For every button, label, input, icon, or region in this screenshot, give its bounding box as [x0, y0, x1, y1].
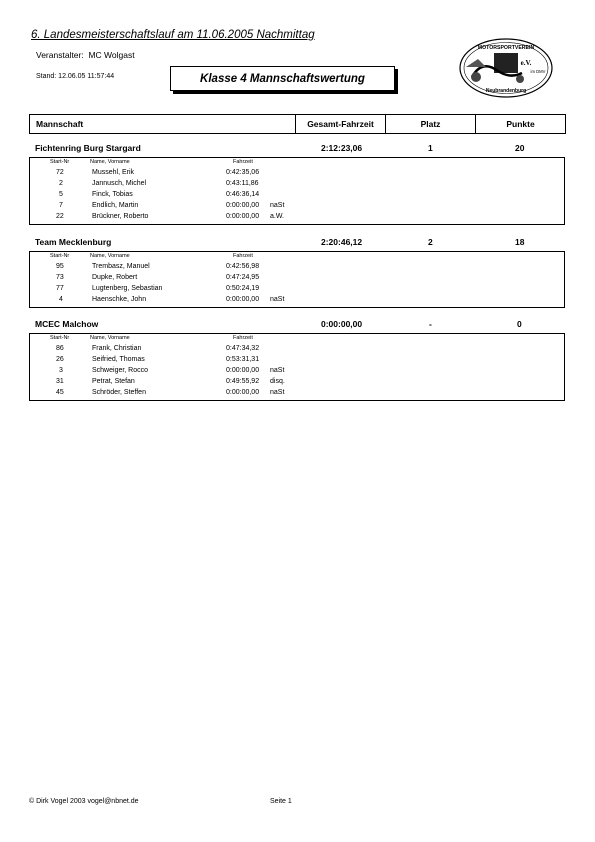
member-col-time: Fahrzeit — [233, 253, 253, 259]
member-time: 0:42:35,06 — [226, 169, 260, 176]
member-col-time: Fahrzeit — [233, 335, 253, 341]
member-col-nr: Start-Nr — [50, 253, 70, 259]
member-col-name: Name, Vorname — [90, 253, 130, 259]
member-note: naSt — [270, 367, 285, 374]
member-note: a.W. — [270, 213, 285, 220]
team-place: 1 — [428, 143, 433, 153]
team-points: 18 — [515, 237, 525, 247]
team-name: Team Mecklenburg — [35, 237, 112, 247]
member-name: Haenschke, John — [92, 296, 147, 303]
col-place: Platz — [386, 115, 476, 133]
member-row — [30, 212, 564, 223]
member-nr: 26 — [56, 356, 64, 363]
member-time: 0:00:00,00 — [226, 202, 260, 209]
member-name: Schweiger, Rocco — [92, 367, 149, 374]
logo-emblem-text: e.V. — [520, 59, 532, 67]
team-points: 0 — [517, 319, 522, 329]
footer-page: Seite 1 — [270, 798, 292, 805]
member-row — [30, 377, 564, 388]
member-note: naSt — [270, 389, 285, 396]
member-time: 0:00:00,00 — [226, 213, 260, 220]
member-row — [30, 344, 564, 355]
table-header — [29, 114, 566, 134]
member-name: Frank, Christian — [92, 345, 142, 352]
member-table — [29, 333, 565, 401]
team-row — [29, 319, 565, 333]
member-row — [30, 168, 564, 179]
member-col-time: Fahrzeit — [233, 159, 253, 165]
timestamp: Stand: 12.06.05 11:57:44 — [36, 73, 115, 80]
member-nr: 4 — [59, 296, 63, 303]
member-nr: 22 — [56, 213, 64, 220]
member-time: 0:50:24,19 — [226, 285, 260, 292]
member-nr: 3 — [59, 367, 63, 374]
member-note: disq. — [270, 378, 285, 385]
class-title-box — [170, 66, 395, 91]
member-note: naSt — [270, 202, 285, 209]
member-row — [30, 295, 564, 306]
member-name: Trembasz, Manuel — [92, 263, 150, 270]
member-row — [30, 179, 564, 190]
member-note: naSt — [270, 296, 285, 303]
member-row — [30, 201, 564, 212]
team-name: MCEC Malchow — [35, 319, 99, 329]
member-row — [30, 284, 564, 295]
member-nr: 95 — [56, 263, 64, 270]
team-place: 2 — [428, 237, 433, 247]
member-nr: 45 — [56, 389, 64, 396]
member-header — [30, 252, 564, 262]
page-title: 6. Landesmeisterschaftslauf am 11.06.2005 Nachmittag — [31, 29, 315, 41]
member-nr: 7 — [59, 202, 63, 209]
member-name: Mussehl, Erik — [92, 169, 135, 176]
team-place: - — [429, 319, 432, 329]
member-col-nr: Start-Nr — [50, 159, 70, 165]
member-time: 0:46:36,14 — [226, 191, 260, 198]
member-nr: 5 — [59, 191, 63, 198]
organizer — [36, 50, 135, 60]
team-total-time: 0:00:00,00 — [321, 319, 363, 329]
member-nr: 73 — [56, 274, 64, 281]
member-time: 0:42:56,98 — [226, 263, 260, 270]
logo-mid-text: im DMV — [530, 69, 546, 74]
member-time: 0:53:31,31 — [226, 356, 260, 363]
member-nr: 86 — [56, 345, 64, 352]
member-time: 0:47:24,95 — [226, 274, 260, 281]
member-nr: 72 — [56, 169, 64, 176]
member-row — [30, 388, 564, 399]
member-name: Dupke, Robert — [92, 274, 138, 281]
member-row — [30, 262, 564, 273]
team-points: 20 — [515, 143, 525, 153]
member-nr: 77 — [56, 285, 64, 292]
member-header — [30, 158, 564, 168]
member-name: Lugtenberg, Sebastian — [92, 285, 163, 292]
team-total-time: 2:12:23,06 — [321, 143, 363, 153]
team-block — [29, 237, 565, 308]
col-total-time: Gesamt-Fahrzeit — [296, 115, 386, 133]
team-block — [29, 143, 565, 225]
member-name: Seifried, Thomas — [92, 356, 145, 363]
member-time: 0:00:00,00 — [226, 367, 260, 374]
member-time: 0:00:00,00 — [226, 296, 260, 303]
member-time: 0:00:00,00 — [226, 389, 260, 396]
member-nr: 31 — [56, 378, 64, 385]
member-name: Endlich, Martin — [92, 202, 139, 209]
member-table — [29, 251, 565, 308]
team-row — [29, 143, 565, 157]
member-name: Jannusch, Michel — [92, 180, 147, 187]
club-logo — [458, 37, 554, 99]
member-time: 0:43:11,86 — [226, 180, 259, 187]
member-name: Finck, Tobias — [92, 191, 133, 198]
member-row — [30, 366, 564, 377]
logo-bottom-text: Neubrandenburg — [485, 88, 527, 94]
member-col-name: Name, Vorname — [90, 159, 130, 165]
member-header — [30, 334, 564, 344]
col-team: Mannschaft — [30, 115, 296, 133]
member-name: Brückner, Roberto — [92, 213, 149, 220]
team-row — [29, 237, 565, 251]
member-row — [30, 355, 564, 366]
member-time: 0:47:34,32 — [226, 345, 260, 352]
member-name: Schröder, Steffen — [92, 389, 146, 396]
team-total-time: 2:20:46,12 — [321, 237, 363, 247]
member-time: 0:49:55,92 — [226, 378, 260, 385]
member-table — [29, 157, 565, 225]
member-col-name: Name, Vorname — [90, 335, 130, 341]
col-points: Punkte — [506, 119, 535, 129]
member-nr: 2 — [59, 180, 63, 187]
team-block — [29, 319, 565, 401]
logo-top-text: MOTORSPORTVEREIN — [477, 45, 535, 51]
organizer-value: MC Wolgast — [88, 50, 135, 60]
organizer-label: Veranstalter: — [36, 50, 84, 60]
member-row — [30, 190, 564, 201]
member-col-nr: Start-Nr — [50, 335, 70, 341]
team-name: Fichtenring Burg Stargard — [35, 143, 141, 153]
class-title: Klasse 4 Mannschaftswertung — [200, 72, 365, 85]
member-name: Petrat, Stefan — [92, 378, 135, 385]
member-row — [30, 273, 564, 284]
footer-copyright: © Dirk Vogel 2003 vogel@nbnet.de — [29, 798, 139, 805]
